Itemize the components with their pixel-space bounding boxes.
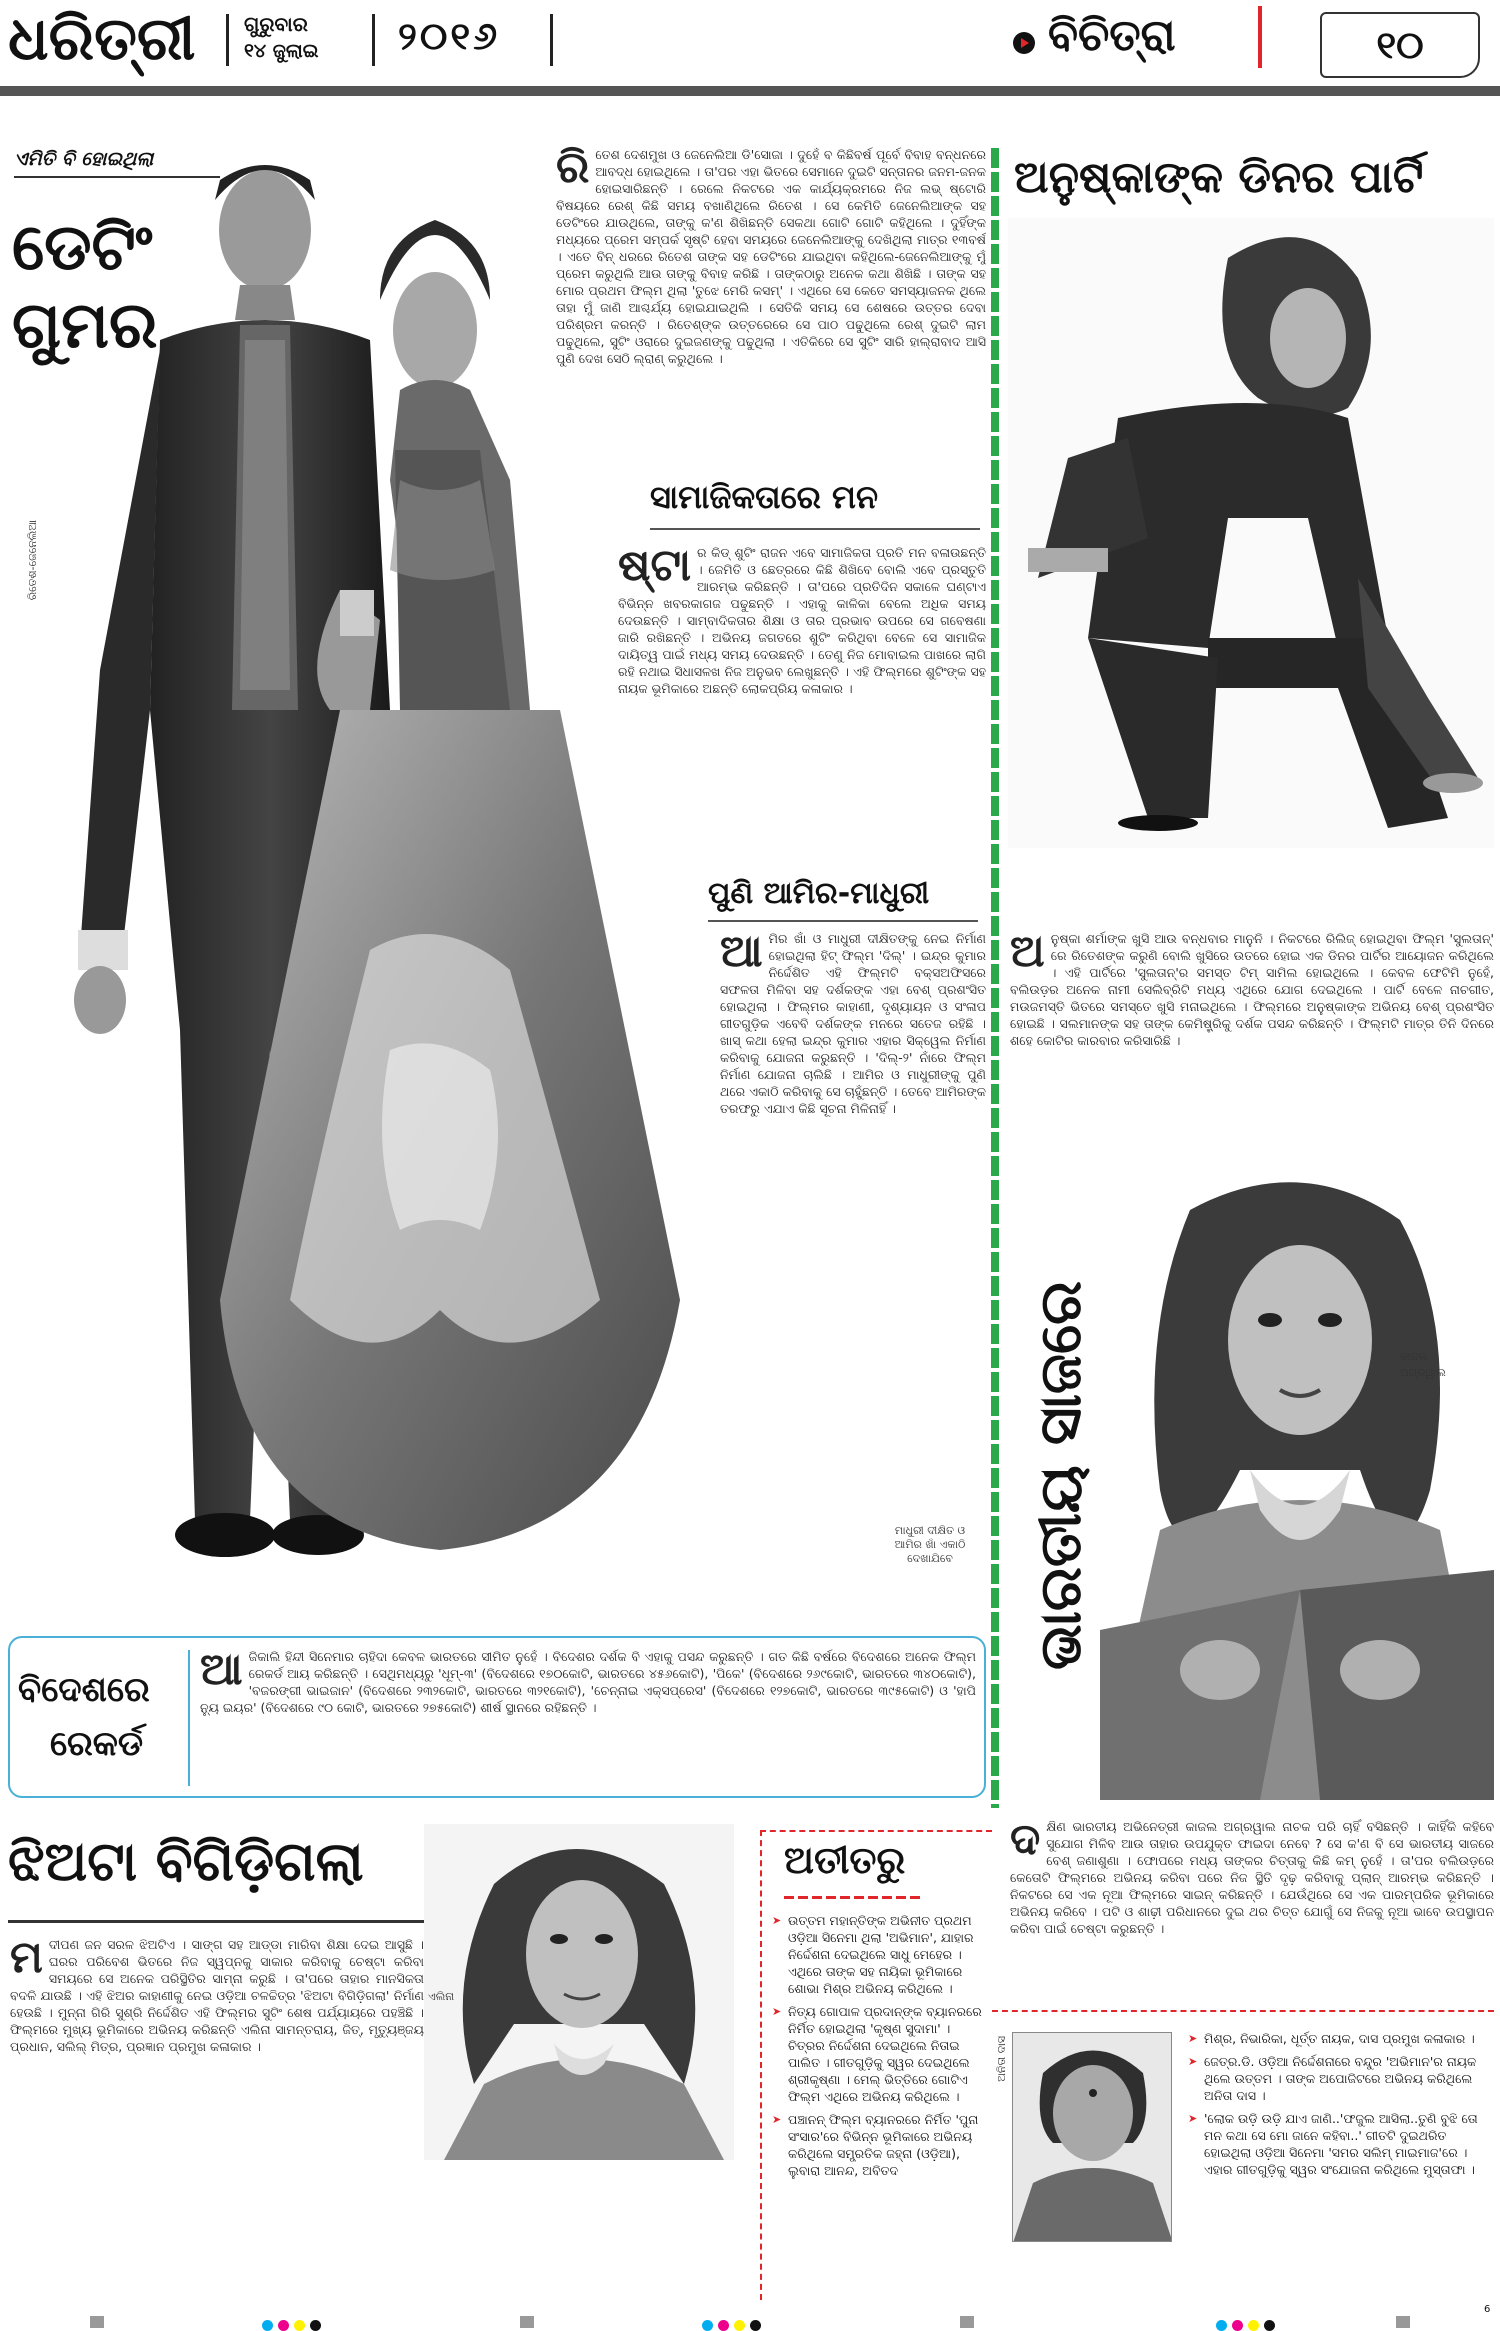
gray-swatch [90,2316,104,2328]
list-item: ➤ 'ଲୋକ ଉଡ଼ି ଉଡ଼ି ଯାଏ ଜାଣି..'ଫଜୁଲ ଆସିଲା..ତୁଣି ବୁଝି ତୋ ମନ କଥା ସେ ମୋ ଜାନେ କହିବା..' ଗୀତଟି ଦୁଇଥରିତ ହୋଇଥିଲା ଓଡ଼ିଆ ସିନେମା 'ସମର ସଲିମ୍ ମାଇମାଜ'ରେ । ଏହାର ଗୀତଗୁଡ଼ିକୁ ସ୍ୱର ସଂଯୋଜନା କରିଥିଲେ ମୁସ୍ତାଫା । [1188,2110,1488,2178]
divider [372,14,375,66]
anushka-photo [1008,218,1494,848]
elina-caption: ଏଲିନା [428,1990,455,2003]
divider [226,14,229,66]
past-underline [784,1896,924,1899]
anita-caption: ଅନିତା ଦାସ [995,2036,1008,2082]
cmyk-dots [1216,2316,1275,2331]
headline-dating: ଡେଟିଂ [12,211,153,285]
kicker: ଏମିତି ବି ହୋଇଥିଲା [14,148,154,170]
aamir-rule [708,920,978,922]
folio: 6 [1484,2304,1491,2315]
kajal-caption-2: ଅଗ୍ରୱାଲ [1400,1366,1446,1379]
kajal-body: କ୍ଷିଣ ଭାରତୀୟ ଅଭିନେତ୍ରୀ କାଜଲ ଅଗ୍ରୱାଲ ନାଚକ ପରି ଚାହିଁ ବସିଛନ୍ତି । କାହିଁକି କହିବେ ସୁଯୋଗ ମିଳିବ ଆଉ ତାହାର ଉପଯୁକ୍ତ ଫାଇଦା ନେବେ ? ସେ କ'ଣ ବି ସେ ଭାରତୀୟ ସାଜରେ ବେଶ୍ ଜଣାଶୁଣା । ଫୋପରେ ମଧ୍ୟ ତାଙ୍କର ଚିତ୍ତାକୁ କିଛି କମ୍ ନୁହେଁ । ତା'ପର ବଲିଉଡ଼ରେ କେତୋଟି ଫିଲ୍ମରେ ଅଭିନୟ କରିବା ପରେ ନିଜ ସ୍ଥିତି ଦୃଢ଼ କରିବାକୁ ପ୍ଲାନ୍ ଆରମ୍ଭ କରିଛନ୍ତି । ନିକଟରେ ସେ ଏକ ନୂଆ ଫିଲ୍ମରେ ସାଇନ୍ କରିଛନ୍ତି । ଯେଉଁଥିରେ ସେ ଏକ ପାରମ୍ପରିକ ଭୂମିକାରେ ଅଭିନୟ କରିବେ । ପଟି ଓ ଶାଢ଼ୀ ପରିଧାନରେ ଦୁଇ ଥର ଚିତ୍ତ ଯୋଗୁଁ ସେ ନିଜକୁ ନୂଆ ଭାବେ ଉପସ୍ଥାପନ କରିବା ପାଇଁ ଚେଷ୍ଟା କରୁଛନ୍ତି । [1010,1819,1494,1936]
jhia-body: ଦୀପଣ ଜନ ସରଳ ଝିଅଟିଏ । ସାଙ୍ଗ ସହ ଆଡ୍ଡା ମାରିବା ଶିକ୍ଷା ଦେଇ ଆସୁଛି । ଘରର ପରିବେଶ ଭିତରେ ନିଜ ସ୍ୱପ୍ନକୁ ସାକାର କରିବାକୁ ଚେଷ୍ଟା କରିବା ସମୟରେ ସେ ଅନେକ ପରିସ୍ଥିତିର ସାମ୍ନା କରୁଛି । ତା'ପରେ ତାହାର ମାନସିକତା ବଦଳି ଯାଉଛି । ଏହି ଝିଅର କାହାଣୀକୁ ନେଇ ଓଡ଼ିଆ ଚଳଚ୍ଚିତ୍ର 'ଝିଅଟା ବିଗିଡ଼ିଗଲା' ନିର୍ମାଣ ହେଉଛି । ମୁନ୍ନା ଗିରି ସୁଶ୍ରି ନିର୍ଦ୍ଦେଶିତ ଏହି ଫିଲ୍ମର ସୁଟିଂ ଶେଷ ପର୍ଯ୍ୟାୟରେ ପହଞ୍ଚିଛି । ଫିଲ୍ମରେ ମୁଖ୍ୟ ଭୂମିକାରେ ଅଭିନୟ କରିଛନ୍ତି ଏଲିନା ସାମନ୍ତରାୟ, ଜିତ୍, ମୃତ୍ୟୁଞ୍ଜୟ ପ୍ରଧାନ, ସଲିଲ୍ ମିତ୍ର, ପ୍ରଜ୍ଞାନ ପ୍ରମୁଖ କଳାକାର । [10,1937,424,2054]
dropcap: ରି [556,146,590,193]
past-headline: ଅତୀତରୁ [784,1838,906,1882]
issue-year: ୨୦୧୬ [398,14,501,58]
aamir-body: ମିର ଖାଁ ଓ ମାଧୁରୀ ଦୀକ୍ଷିତଙ୍କୁ ନେଇ ନିର୍ମାଣ ହୋଇଥିଲା ହିଟ୍ ଫିଲ୍ମ 'ଦିଲ୍' । ଇନ୍ଦ୍ର କୁମାର ନିର୍ଦ୍ଦେଶିତ ଏହି ଫିଲ୍ମଟି ବକ୍ସଅଫିସରେ ସଫଳତା ମିଳିବା ସହ ଦର୍ଶକଙ୍କ ଏହା ବେଶ୍ ପ୍ରଶଂସିତ ହୋଇଥିଲା । ଫିଲ୍ମର କାହାଣୀ, ଦୃଶ୍ୟାୟନ ଓ ସଂଳାପ ଗୀତଗୁଡ଼ିକ ଏବେବି ଦର୍ଶକଙ୍କ ମନରେ ସତେଜ ରହିଛି । ଖାସ୍ କଥା ହେଲା ଇନ୍ଦ୍ର କୁମାର ଏହାର ସିକ୍ୱେଲ ନିର୍ମାଣ କରିବାକୁ ଯୋଜନା କରୁଛନ୍ତି । 'ଦିଲ୍-୨' ନାଁରେ ଫିଲ୍ମ ନିର୍ମାଣ ଯୋଜନା ଚାଲିଛି । ଆମିର ଓ ମାଧୁରୀଙ୍କୁ ପୁଣି ଥରେ ଏକାଠି କରିବାକୁ ସେ ଚାହୁଁଛନ୍ତି । ତେବେ ଆମିରଙ୍କ ତରଫରୁ ଏଯାଏ କିଛି ସୂଚନା ମିଳିନାହିଁ । [720,931,986,1116]
records-headline-1: ବିଦେଶରେ [18,1670,150,1710]
anushka-article [1010,930,1494,1166]
past-box [760,1830,992,2300]
paper-name: ଧରିତ୍ରୀ [8,4,196,74]
dropcap: ଷ୍ଟା [618,544,691,591]
aamir-article [720,930,986,1450]
records-headline-2: ରେକର୍ଡ [50,1724,144,1764]
past-side-list [1188,2030,1488,2184]
section-name: ବିଚିତ୍ରା [1048,10,1176,61]
dropcap: ମ [10,1936,43,1983]
past-side-box [992,2010,1494,2300]
cmyk-dots [702,2316,761,2331]
social-headline: ସାମାଜିକତାରେ ମନ [650,478,879,516]
color-registration-marks [0,2312,1500,2331]
jhia-rule [8,1920,428,1923]
anita-photo [1012,2032,1172,2242]
issue-date: ୧୪ ଜୁଲାଇ [244,40,319,62]
red-divider [1258,6,1262,68]
records-box [8,1636,986,1798]
kajal-photo [1100,1170,1494,1800]
dating-body: ତେଶ ଦେଶମୁଖ ଓ ଜେନେଲିଆ ଡି'ସୋଜା । ଦୁହେଁ ବ କିଛିବର୍ଷ ପୂର୍ବେ ବିବାହ ବନ୍ଧନରେ ଆବଦ୍ଧ ହୋଇଥିଲେ । ତା'ପର ଏହା ଭିତରେ ସେମାନେ ଦୁଇଟି ସନ୍ତାନର ଜନମ-ଜନକ ହୋଇସାରିଛନ୍ତି । ରେଲେ ନିକଟରେ ଏକ କାର୍ଯ୍ୟକ୍ରମରେ ନିଜ ଲଭ୍ ଷ୍ଟୋରି ବିଷୟରେ ରେଶ୍ କିଛି ସମୟ ବଖାଣିଥିଲେ ରିତେଶ । ସେ କେମିତି ଜେନେଲିଆଙ୍କ ସହ ଡେଟିଂରେ ଯାଉଥିଲେ, ତାଙ୍କୁ କ'ଣ ଶିଖିଛନ୍ତି ସେକଥା ଗୋଟି ଗୋଟି କହିଥିଲେ । ଦୁହିଁଙ୍କ ମଧ୍ୟରେ ପ୍ରେମ ସମ୍ପର୍କ ସୃଷ୍ଟି ହେବା ସମୟରେ ଜେନେଲିଆଙ୍କୁ ଦେଖିଥିଲା ମାତ୍ର ୧୩ବର୍ଷ । ଏତେ ବିନ୍ ଧରରେ ରିତେଶ ତାଙ୍କ ସହ ଡେଟିଂରେ ଯାଇଥିବା କହିଥିଲେ-ଜେନେଲିଆଙ୍କୁ ମୁଁ ପ୍ରେମ କରୁଥିଲି ଆଉ ତାଙ୍କୁ ବିବାହ କରିଛି । ତାଙ୍କଠାରୁ ଅନେକ କଥା ଶିଖିଛି । ତାଙ୍କ ସହ ମୋର ପ୍ରଥମ ଫିଲ୍ମ ଥିଲା 'ତୁଝେ ମେରି କସମ୍' । ଏଥିରେ ସେ କେତେ ସମସ୍ୟାଜନକ ଥିଲେ ତାହା ମୁଁ ଜାଣି ଆଶ୍ଚର୍ଯ୍ୟ ହୋଇଯାଇଥିଲି । ସେତିକି ସମୟ ସେ ଶେଷରେ ଉତ୍ତର ଦେବା ପରିଶ୍ରମ କରନ୍ତି । ରିତେଶ୍ଙ୍କ ଉତ୍ତରେରେ ସେ ପାଠ ପଢୁଥିଲେ ରେଶ୍ ଦୁଇଟି ଲାମ ପଢୁଥିଲେ, ସୁଟିଂ ଓରାରେ ଦୁଇଜଣଙ୍କୁ ପଢୁଥିଲା । ଏତିକିରେ ସେ ସୁଟିଂ ସାରି ହାଲ୍ରାବାଦ ଆସି ପୁଣି ଦେଖ ସେଠି ଲ୍ରାଣ୍ କରୁଥିଲେ । [556,147,986,366]
gray-swatch [960,2316,974,2328]
records-article [200,1648,976,1790]
elina-photo [424,1824,734,2160]
anushka-headline: ଅନୁଷ୍କାଙ୍କ ଡିନର ପାର୍ଟି [1014,152,1424,203]
dropcap: ଦ [1010,1818,1041,1865]
dating-article [556,146,986,428]
kajal-caption-1: କାଜଲ [1400,1350,1428,1363]
aamir-caption: ମାଧୁରୀ ଦୀକ୍ଷିତ ଓ ଆମିର ଖାଁ ଏକାଠି ଦେଖାଯିବେ [894,1524,966,1565]
page-number: ୧୦ [1376,23,1424,67]
cmyk-dots [262,2316,321,2331]
jhia-headline: ଝିଅଟା ବିଗିଡ଼ିଗଲା [8,1830,364,1893]
divider [550,14,553,66]
social-rule [650,528,980,530]
social-article [618,544,986,844]
past-list [772,1912,988,2185]
gray-swatch [520,2316,534,2328]
play-icon [1013,32,1035,54]
gray-swatch [1396,2316,1410,2328]
jhia-article [10,1936,424,2298]
list-item: ➤ ମିଶ୍ର, ନିଭାରିକା, ଧୂର୍ତ୍ତ ନାୟକ, ଦାସ ପ୍ରମୁଖ କଳାକାର । [1188,2030,1488,2047]
list-item: ➤ ଜେତ୍ର.ଡି. ଓଡ଼ିଆ ନିର୍ଦ୍ଦେଶନାରେ ବନ୍ଦୁର 'ଅଭିମାନ'ର ନାୟକ ଥିଲେ ଉତ୍ତମ । ତାଙ୍କ ଅପୋଜିଟରେ ଅଭିନୟ କରିଥିଲେ ଅନିତା ଦାସ । [1188,2053,1488,2104]
issue-day: ଗୁରୁବାର [244,12,308,36]
dropcap: ଅ [1010,930,1045,977]
masthead [0,0,1500,100]
aamir-headline: ପୁଣି ଆମିର-ମାଧୁରୀ [708,876,930,911]
list-item: ➤ ପଞ୍ଚାନନ୍ ଫିଲ୍ମ ବ୍ୟାନରରେ ନିର୍ମିତ 'ପୁନା ସଂସାର'ରେ ବିଭିନ୍ନ ଭୂମିକାରେ ଅଭିନୟ କରିଥିଲେ ସମ୍ପ୍ରତିକ ଜହ୍ନା (ଓଡ଼ିଆ), ଲୁବାରା ଆନନ୍ଦ, ଅବିତଦ [772,2111,988,2179]
list-item: ➤ ଉତ୍ତମ ମହାନ୍ତିଙ୍କ ଅଭିନୀତ ପ୍ରଥମ ଓଡ଼ିଆ ସିନେମା ଥିଲା 'ଅଭିମାନ', ଯାହାର ନିର୍ଦ୍ଦେଶନା ଦେଇଥିଲେ ସାଧୁ ମେହେର । ଏଥିରେ ତାଙ୍କ ସହ ନାୟିକା ଭୂମିକାରେ ଶୋଭା ମିଶ୍ର ଅଭିନୟ କରିଥିଲେ । [772,1912,988,1997]
anushka-body: ନୁଷ୍କା ଶର୍ମାଙ୍କ ଖୁସି ଆଉ ବନ୍ଧବାର ମାନୁନି । ନିକଟରେ ରିଲିଜ୍ ହୋଇଥିବା ଫିଲ୍ମ 'ସୁଲତାନ୍' ରେ ରିତେଶଙ୍କ କରୁଣି ବୋଲି ଖୁସିରେ ଉତରେ ହୋଇ ଏକ ଡିନର ପାର୍ଟିର ଆୟୋଜନ କରିଥିଲେ । ଏହି ପାର୍ଟିରେ 'ସୁଲତାନ୍'ର ସମସ୍ତ ଟିମ୍ ସାମିଲ ହୋଇଥିଲେ । କେବଳ ଫେଟିମି ନୁହେଁ, ବଲିଉଡ଼ର ଅନେକ ନାମୀ ସେଲିବ୍ରିଟି ମଧ୍ୟ ଏଥିରେ ଯୋଗ ଦେଇଥିଲେ । ପାର୍ଟି ବେଳେ ନାଚଗୀତ, ମଉଜମସ୍ତି ଭିତରେ ସମସ୍ତେ ଖୁସି ମନାଇଥିଲେ । ଫିଲ୍ମରେ ଅନୁଷ୍କାଙ୍କ ଅଭିନୟ ବେଶ୍ ପ୍ରଶଂସିତ ହୋଇଛି । ସଲମାନଙ୍କ ସହ ତାଙ୍କ କେମିଷ୍ଟ୍ରିକୁ ଦର୍ଶକ ପସନ୍ଦ କରିଛନ୍ତି । ଫିଲ୍ମଟି ମାତ୍ର ତିନି ଦିନରେ ଶହେ କୋଟିର କାରବାର କରିସାରିଛି । [1010,931,1494,1048]
kajal-vertical-headline: ଭାରତୀୟ ସାଜରେ [1026,1280,1094,1670]
kajal-article [1010,1818,1494,1994]
headline-gumar: ଗୁମର [12,289,158,363]
dropcap: ଆ [720,930,763,977]
green-divider [991,148,999,1808]
header-rule [0,86,1500,96]
records-divider [188,1650,190,1786]
records-body: ଜିକାଲି ହିନ୍ଦୀ ସିନେମାର ଚାହିଦା କେବଳ ଭାରତରେ ସୀମିତ ନୁହେଁ । ବିଦେଶର ଦର୍ଶକ ବି ଏହାକୁ ପସନ୍ଦ କରୁଛନ୍ତି । ଗତ କିଛି ବର୍ଷରେ ବିଦେଶରେ ଅନେକ ଫିଲ୍ମ ରେକର୍ଡ ଆୟ କରିଛନ୍ତି । ସେଥିମଧ୍ୟରୁ 'ଧୂମ୍-୩' (ବିଦେଶରେ ୧୭୦କୋଟି, ଭାରତରେ ୪୫୬କୋଟି), 'ପିକେ' (ବିଦେଶରେ ୨୬୯କୋଟି, ଭାରତରେ ୩୪୦କୋଟି), 'ବଜରଙ୍ଗୀ ଭାଇଜାନ' (ବିଦେଶରେ ୨୩୨କୋଟି, ଭାରତରେ ୩୨୧କୋଟି), 'ଚେନ୍ନାଇ ଏକ୍ସପ୍ରେସ' (ବିଦେଶରେ ୧୨୭କୋଟି, ଭାରତରେ ୩୯୫କୋଟି) ଓ 'ହାପି ନ୍ୟୁ ଇୟର' (ବିଦେଶରେ ୯୦ କୋଟି, ଭାରତରେ ୨୭୫କୋଟି) ଶୀର୍ଷ ସ୍ଥାନରେ ରହିଛନ୍ତି । [200,1649,976,1715]
social-body: ର କିଡ୍ ଶୁଟିଂ ରାଜନ ଏବେ ସାମାଜିକତା ପ୍ରତି ମନ ବଳାଉଛନ୍ତି । ଜେମିତି ଓ ଛେତ୍ରରେ କିଛି ଶିଖିବେ ବୋଲି ଏବେ ପ୍ରସ୍ତୁତି ଆରମ୍ଭ କରିଛନ୍ତି । ତା'ପରେ ପ୍ରତିଦିନ ସକାଳେ ଘଣ୍ଟାଏ ବିଭିନ୍ନ ଖବରକାଗଜ ପଢୁଛନ୍ତି । ଏହାକୁ କାଳିକା ବେଲେ ଅଧିକ ସମୟ ଦେଉଛନ୍ତି । ସାମ୍ବାଦିକତାର ଶିକ୍ଷା ଓ ତାର ପ୍ରଭାବ ଉପରେ ସେ ଗବେଷଣା ଜାରି ରଖିଛନ୍ତି । ଅଭିନୟ ଜଗତରେ ଶୁଟିଂ କରିଥିବା ବେଳେ ସେ ସାମାଜିକ ଦାୟିତ୍ୱ ପାଇଁ ମଧ୍ୟ ସମୟ ଦେଉଛନ୍ତି । ତେଣୁ ନିଜ ମୋବାଇଲ ପାଖରେ ଲାଗି ରହି ନଥାଇ ସିଧାସଳଖ ନିଜ ଅନୁଭବ ଲେଖୁଛନ୍ତି । ଏହି ଫିଲ୍ମରେ ଶୁଟିଂଙ୍କ ସହ ନାୟକ ଭୂମିକାରେ ଅଛନ୍ତି ଲୋକପ୍ରିୟ କଳାକାର । [618,545,986,696]
page-number-box [1320,12,1480,78]
dropcap: ଆ [200,1648,243,1695]
list-item: ➤ ନିତ୍ୟ ଗୋପାଳ ପ୍ରଦାନ୍ଙ୍କ ବ୍ୟାନରରେ ନିର୍ମିତ ହୋଇଥିଲା 'କୃଷ୍ଣ ସୁଦାମା' । ଚିତ୍ରର ନିର୍ଦ୍ଦେଶନା ଦେଇଥିଲେ ନିତାଇ ପାଲିତ । ଗୀତଗୁଡ଼ିକୁ ସ୍ୱର ଦେଇଥିଲେ ଶ୍ରୀକୃଷ୍ଣା । ମେଲ୍ ଭିତ୍ତିରେ ଗୋଟିଏ ଫିଲ୍ମ ଏଥିରେ ଅଭିନୟ କରିଥିଲେ । [772,2003,988,2105]
photo-credit: ରିତେଶ-ଜେନେଲିଆ [26,520,39,601]
